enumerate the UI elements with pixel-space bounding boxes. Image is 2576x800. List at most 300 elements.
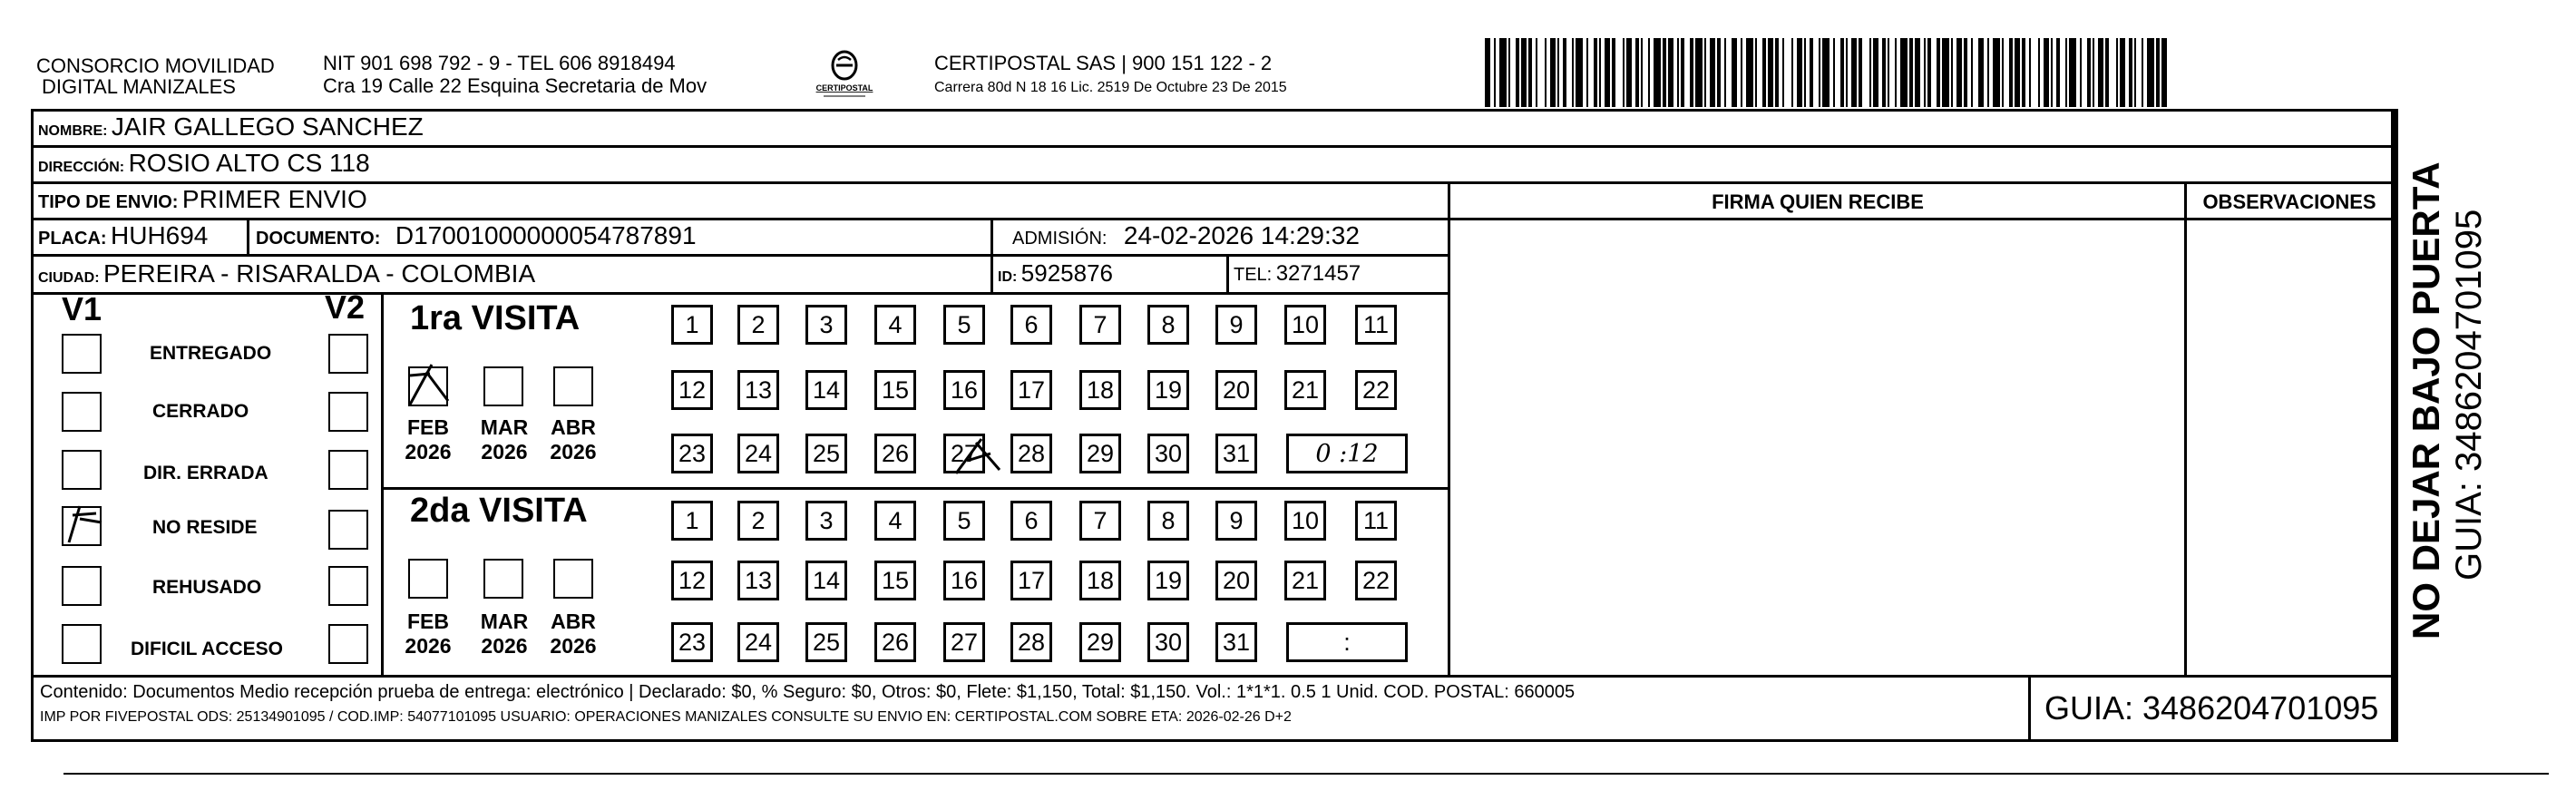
barcode-bar — [1635, 38, 1639, 107]
barcode-bar — [1710, 38, 1715, 107]
logo-text: CERTIPOSTAL — [815, 83, 873, 93]
v2-entregado-checkbox[interactable] — [328, 334, 368, 374]
first-visit-day-18-box[interactable] — [1079, 370, 1121, 410]
day-number: 18 — [1086, 376, 1115, 404]
second-visit-month-mar-checkbox[interactable] — [483, 559, 523, 599]
first-visit-day-10-box[interactable] — [1284, 305, 1326, 345]
tipo-envio-label: TIPO DE ENVIO: — [38, 192, 179, 212]
second-visit-day-5-box[interactable] — [943, 501, 985, 541]
first-visit-day-5-box[interactable] — [943, 305, 985, 345]
day-number: 29 — [1086, 629, 1115, 656]
day-number: 11 — [1362, 311, 1390, 338]
v2-dir-errada-checkbox[interactable] — [328, 450, 368, 490]
second-visit-day-16-box[interactable] — [943, 561, 985, 600]
second-visit-day-19-box[interactable] — [1147, 561, 1189, 600]
day-number: 16 — [950, 567, 979, 594]
day-number: 3 — [819, 311, 834, 338]
second-visit-title: 2da VISITA — [410, 492, 588, 530]
divider — [31, 254, 1448, 257]
first-visit-day-1-box[interactable] — [671, 305, 713, 345]
divider — [1226, 254, 1229, 292]
v2-cerrado-checkbox[interactable] — [328, 392, 368, 432]
first-visit-day-30-box[interactable] — [1147, 434, 1189, 473]
day-number: 22 — [1361, 376, 1390, 404]
second-visit-day-15-box[interactable] — [874, 561, 916, 600]
no-dejar-bajo-puerta-warning: NO DEJAR BAJO PUERTA — [2405, 161, 2447, 639]
documento-value: D17001000000054787891 — [395, 221, 697, 249]
second-visit-day-13-box[interactable] — [737, 561, 779, 600]
barcode-bar — [1819, 38, 1820, 107]
footer-content-line: Contenido: Documentos Medio recepción prueba de entrega: electrónico | Declarado: $0, % Seguro: $0, Otros: $0, Flete: $1,150, Total: $1,150. Vol.: 1*1*1. 0.5 1 Unid. COD. POSTAL: 660005 — [40, 682, 1576, 702]
second-visit-day-6-box[interactable] — [1010, 501, 1052, 541]
second-visit-time: : — [1343, 629, 1351, 656]
barcode-bar — [1869, 38, 1871, 107]
barcode-bar — [2009, 38, 2013, 107]
day-number: 26 — [881, 629, 910, 656]
barcode-bar — [1927, 38, 1931, 107]
divider — [31, 181, 2398, 184]
check-mark-icon — [406, 363, 470, 408]
day-number: 24 — [744, 629, 773, 656]
tel-field — [1234, 261, 1361, 287]
first-visit-day-11-box[interactable] — [1355, 305, 1397, 345]
first-visit-day-14-box[interactable] — [805, 370, 847, 410]
day-number: 10 — [1291, 311, 1320, 338]
barcode-bar — [1956, 38, 1962, 107]
barcode-bar — [2161, 38, 2167, 107]
first-visit-day-20-box[interactable] — [1215, 370, 1257, 410]
first-visit-month-feb-checkbox[interactable] — [408, 366, 448, 406]
tel-value: 3271457 — [1275, 261, 1361, 286]
first-visit-day-8-box[interactable] — [1147, 305, 1189, 345]
barcode-bar — [1732, 38, 1737, 107]
barcode-bar — [1810, 38, 1813, 107]
day-number: 28 — [1017, 440, 1046, 467]
second-visit-day-10-box[interactable] — [1284, 501, 1326, 541]
day-number: 21 — [1291, 376, 1320, 404]
day-number: 24 — [744, 440, 773, 467]
first-visit-day-23-box[interactable] — [671, 434, 713, 473]
barcode-bar — [1942, 38, 1949, 107]
barcode-bar — [2038, 38, 2040, 107]
barcode-bar — [1563, 38, 1566, 107]
second-visit-day-3-box[interactable] — [805, 501, 847, 541]
day-number: 5 — [957, 311, 971, 338]
second-visit-day-27-box[interactable] — [943, 622, 985, 662]
day-number: 4 — [888, 311, 903, 338]
day-number: 8 — [1161, 507, 1176, 534]
second-visit-day-29-box[interactable] — [1079, 622, 1121, 662]
nombre-value: JAIR GALLEGO SANCHEZ — [111, 112, 424, 141]
barcode-bar — [2093, 38, 2094, 107]
barcode-bar — [1494, 38, 1496, 107]
barcode-bar — [1900, 38, 1908, 107]
first-visit-day-15-box[interactable] — [874, 370, 916, 410]
barcode-bar — [1528, 38, 1532, 107]
barcode-bar — [1937, 38, 1940, 107]
barcode-bar — [1768, 38, 1773, 107]
first-visit-day-28-box[interactable] — [1010, 434, 1052, 473]
divider — [1448, 181, 1450, 675]
second-visit-day-18-box[interactable] — [1079, 561, 1121, 600]
day-number: 4 — [888, 507, 903, 534]
barcode-bar — [1987, 38, 1989, 107]
first-visit-day-22-box[interactable] — [1355, 370, 1397, 410]
day-number: 30 — [1154, 440, 1183, 467]
barcode-bar — [1521, 38, 1527, 107]
ciudad-label: CIUDAD: — [38, 270, 100, 286]
second-visit-day-31-box[interactable] — [1215, 622, 1257, 662]
day-number: 17 — [1017, 376, 1046, 404]
day-number: 3 — [819, 507, 834, 534]
divider — [2028, 675, 2031, 742]
barcode-bar — [1888, 38, 1889, 107]
day-number: 20 — [1222, 567, 1251, 594]
day-number: 6 — [1024, 507, 1039, 534]
day-number: 9 — [1229, 507, 1244, 534]
second-visit-day-11-box[interactable] — [1355, 501, 1397, 541]
barcode-bar — [2051, 38, 2053, 107]
day-number: 19 — [1154, 567, 1183, 594]
side-guia-number: GUIA: 3486204701095 — [2449, 209, 2489, 580]
second-visit-day-17-box[interactable] — [1010, 561, 1052, 600]
second-visit-day-20-box[interactable] — [1215, 561, 1257, 600]
day-number: 14 — [812, 376, 841, 404]
second-visit-day-4-box[interactable] — [874, 501, 916, 541]
first-visit-day-12-box[interactable] — [671, 370, 713, 410]
second-visit-day-26-box[interactable] — [874, 622, 916, 662]
barcode-bar — [1895, 38, 1897, 107]
v1-cerrado-checkbox[interactable] — [62, 392, 102, 432]
day-number: 27 — [950, 440, 979, 467]
barcode — [1483, 38, 2168, 107]
barcode-bar — [1993, 38, 2000, 107]
day-number: 11 — [1362, 507, 1390, 534]
day-number: 2 — [751, 507, 766, 534]
barcode-bar — [1626, 38, 1632, 107]
status-dir-errada-label: DIR. ERRADA — [143, 463, 268, 483]
second-visit-day-8-box[interactable] — [1147, 501, 1189, 541]
barcode-bar — [1791, 38, 1793, 107]
day-number: 25 — [812, 440, 841, 467]
first-visit-day-19-box[interactable] — [1147, 370, 1189, 410]
second-visit-month-abr-label: ABR 2026 — [550, 610, 597, 658]
company-nit: NIT 901 698 792 - 9 - TEL 606 8918494 — [323, 52, 676, 74]
day-number: 10 — [1291, 507, 1320, 534]
placa-field — [38, 221, 208, 250]
placa-label: PLACA: — [38, 229, 107, 249]
first-visit-day-4-box[interactable] — [874, 305, 916, 345]
v1-dir-errada-checkbox[interactable] — [62, 450, 102, 490]
barcode-bar — [1499, 38, 1507, 107]
first-visit-day-26-box[interactable] — [874, 434, 916, 473]
barcode-bar — [1971, 38, 1973, 107]
first-visit-month-feb-label: FEB 2026 — [405, 415, 452, 463]
barcode-bar — [1804, 38, 1806, 107]
tipo-envio-row — [38, 185, 367, 214]
second-visit-day-22-box[interactable] — [1355, 561, 1397, 600]
barcode-bar — [1762, 38, 1766, 107]
barcode-bar — [1612, 38, 1615, 107]
second-visit-day-24-box[interactable] — [737, 622, 779, 662]
second-visit-day-14-box[interactable] — [805, 561, 847, 600]
first-visit-title: 1ra VISITA — [410, 299, 581, 337]
barcode-bar — [1951, 38, 1953, 107]
first-visit-month-abr-checkbox[interactable] — [553, 366, 593, 406]
barcode-bar — [1695, 38, 1703, 107]
barcode-bar — [2116, 38, 2118, 107]
second-visit-month-feb-checkbox[interactable] — [408, 559, 448, 599]
barcode-bar — [2098, 38, 2103, 107]
first-visit-day-24-box[interactable] — [737, 434, 779, 473]
first-visit-day-7-box[interactable] — [1079, 305, 1121, 345]
divider — [2184, 181, 2187, 675]
day-number: 27 — [950, 629, 979, 656]
carrier-address: Carrera 80d N 18 16 Lic. 2519 De Octubre 23 De 2015 — [934, 80, 1287, 95]
tipo-envio-value: PRIMER ENVIO — [181, 185, 367, 213]
barcode-bar — [1964, 38, 1967, 107]
barcode-bar — [1668, 38, 1673, 107]
scan-edge-line — [63, 773, 2549, 775]
day-number: 23 — [678, 440, 707, 467]
barcode-bar — [2022, 38, 2025, 107]
barcode-bar — [1648, 38, 1650, 107]
day-number: 23 — [678, 629, 707, 656]
certipostal-logo — [815, 47, 874, 102]
day-number: 18 — [1086, 567, 1115, 594]
first-visit-time-box[interactable] — [1286, 434, 1408, 473]
direccion-label: DIRECCIÓN: — [38, 160, 125, 175]
second-visit-month-mar-label: MAR 2026 — [480, 610, 529, 658]
barcode-bar — [1508, 38, 1510, 107]
barcode-bar — [1746, 38, 1753, 107]
barcode-bar — [1978, 38, 1984, 107]
id-label: ID: — [998, 269, 1018, 285]
second-visit-month-feb-label: FEB 2026 — [405, 610, 452, 658]
second-visit-day-23-box[interactable] — [671, 622, 713, 662]
status-entregado-label: ENTREGADO — [150, 343, 272, 364]
footer-print-line: IMP POR FIVEPOSTAL ODS: 25134901095 / COD.IMP: 54077101095 USUARIO: OPERACIONES MANIZALES CONSULTE SU ENVIO EN: CERTIPOSTAL.COM SOBRE ETA: 2026-02-26 D+2 — [40, 709, 1292, 725]
divider — [2391, 109, 2395, 742]
first-visit-day-3-box[interactable] — [805, 305, 847, 345]
barcode-bar — [1775, 38, 1779, 107]
day-number: 9 — [1229, 311, 1244, 338]
documento-label: DOCUMENTO: — [256, 229, 381, 249]
v2-header: V2 — [325, 288, 366, 326]
ciudad-value: PEREIRA - RISARALDA - COLOMBIA — [103, 259, 536, 288]
second-visit-day-25-box[interactable] — [805, 622, 847, 662]
divider — [31, 675, 2398, 678]
day-number: 20 — [1222, 376, 1251, 404]
admision-label: ADMISIÓN: — [1012, 229, 1107, 249]
barcode-bar — [2065, 38, 2067, 107]
barcode-bar — [1516, 38, 1519, 107]
barcode-bar — [2002, 38, 2004, 107]
day-number: 8 — [1161, 311, 1176, 338]
second-visit-day-2-box[interactable] — [737, 501, 779, 541]
divider — [381, 292, 384, 675]
divider — [1448, 218, 2391, 220]
barcode-bar — [2120, 38, 2125, 107]
day-number: 6 — [1024, 311, 1039, 338]
barcode-bar — [2015, 38, 2020, 107]
barcode-bar — [2029, 38, 2031, 107]
divider — [990, 218, 993, 254]
company-name-line2: DIGITAL MANIZALES — [42, 75, 236, 98]
first-visit-month-mar-label: MAR 2026 — [480, 415, 529, 463]
divider — [381, 487, 1448, 490]
barcode-bar — [2147, 38, 2154, 107]
day-number: 7 — [1093, 311, 1107, 338]
status-no-reside-label: NO RESIDE — [152, 517, 258, 538]
day-number: 19 — [1154, 376, 1183, 404]
direccion-row — [38, 149, 370, 178]
first-visit-day-9-box[interactable] — [1215, 305, 1257, 345]
barcode-bar — [1797, 38, 1802, 107]
barcode-bar — [1572, 38, 1574, 107]
barcode-bar — [1681, 38, 1684, 107]
barcode-bar — [1677, 38, 1679, 107]
barcode-bar — [2056, 38, 2060, 107]
first-visit-day-31-box[interactable] — [1215, 434, 1257, 473]
barcode-bar — [1717, 38, 1721, 107]
second-visit-day-30-box[interactable] — [1147, 622, 1189, 662]
barcode-bar — [1782, 38, 1784, 107]
day-number: 15 — [881, 376, 910, 404]
first-visit-month-abr-label: ABR 2026 — [550, 415, 597, 463]
v1-rehusado-checkbox[interactable] — [62, 566, 102, 606]
admision-value: 24-02-2026 14:29:32 — [1123, 221, 1360, 249]
first-visit-time: 0 :12 — [1315, 440, 1379, 468]
id-value: 5925876 — [1020, 259, 1114, 287]
first-visit-day-6-box[interactable] — [1010, 305, 1052, 345]
barcode-bar — [1873, 38, 1878, 107]
second-visit-month-abr-checkbox[interactable] — [553, 559, 593, 599]
id-field — [998, 259, 1113, 288]
second-visit-time-box[interactable] — [1286, 622, 1408, 662]
barcode-bar — [2044, 38, 2049, 107]
barcode-bar — [2142, 38, 2143, 107]
barcode-bar — [1594, 38, 1597, 107]
day-number: 2 — [751, 311, 766, 338]
first-visit-day-13-box[interactable] — [737, 370, 779, 410]
day-number: 13 — [744, 567, 773, 594]
second-visit-day-7-box[interactable] — [1079, 501, 1121, 541]
divider — [247, 218, 249, 254]
barcode-bar — [2105, 38, 2109, 107]
day-number: 21 — [1291, 567, 1320, 594]
day-number: 7 — [1093, 507, 1107, 534]
day-number: 15 — [881, 567, 910, 594]
v1-no-reside-checkbox[interactable] — [62, 506, 102, 546]
barcode-bar — [1654, 38, 1661, 107]
barcode-bar — [1833, 38, 1835, 107]
barcode-bar — [1851, 38, 1857, 107]
barcode-bar — [1690, 38, 1693, 107]
barcode-bar — [1724, 38, 1726, 107]
barcode-bar — [1882, 38, 1886, 107]
status-cerrado-label: CERRADO — [152, 401, 249, 422]
second-visit-day-12-box[interactable] — [671, 561, 713, 600]
barcode-bar — [1623, 38, 1625, 107]
barcode-bar — [1924, 38, 1926, 107]
first-visit-day-2-box[interactable] — [737, 305, 779, 345]
first-visit-day-25-box[interactable] — [805, 434, 847, 473]
second-visit-day-1-box[interactable] — [671, 501, 713, 541]
day-number: 13 — [744, 376, 773, 404]
barcode-bar — [1605, 38, 1610, 107]
v2-rehusado-checkbox[interactable] — [328, 566, 368, 606]
day-number: 22 — [1361, 567, 1390, 594]
barcode-bar — [1663, 38, 1666, 107]
day-number: 28 — [1017, 629, 1046, 656]
ciudad-field — [38, 259, 535, 288]
first-visit-day-17-box[interactable] — [1010, 370, 1052, 410]
barcode-bar — [2129, 38, 2132, 107]
second-visit-day-28-box[interactable] — [1010, 622, 1052, 662]
company-name-line1: CONSORCIO MOVILIDAD — [36, 54, 275, 77]
barcode-bar — [1545, 38, 1547, 107]
second-visit-day-9-box[interactable] — [1215, 501, 1257, 541]
v2-no-reside-checkbox[interactable] — [328, 510, 368, 550]
placa-value: HUH694 — [111, 221, 209, 249]
admision-field — [1012, 221, 1360, 250]
footer-guia-number: GUIA: 3486204701095 — [2044, 689, 2379, 727]
v2-dificil-acceso-checkbox[interactable] — [328, 624, 368, 664]
day-number: 17 — [1017, 567, 1046, 594]
documento-field — [256, 221, 697, 250]
barcode-bar — [1915, 38, 1920, 107]
barcode-bar — [2069, 38, 2076, 107]
divider — [31, 145, 2398, 148]
v1-entregado-checkbox[interactable] — [62, 334, 102, 374]
barcode-bar — [1550, 38, 1556, 107]
barcode-bar — [1641, 38, 1643, 107]
day-number: 1 — [685, 311, 699, 338]
day-number: 29 — [1086, 440, 1115, 467]
first-visit-day-21-box[interactable] — [1284, 370, 1326, 410]
nombre-label: NOMBRE: — [38, 123, 108, 139]
barcode-bar — [1485, 38, 1490, 107]
v1-dificil-acceso-checkbox[interactable] — [62, 624, 102, 664]
barcode-bar — [2080, 38, 2082, 107]
day-number: 31 — [1222, 440, 1251, 467]
nombre-row — [38, 112, 424, 141]
barcode-bar — [1741, 38, 1742, 107]
barcode-bar — [1557, 38, 1559, 107]
barcode-bar — [1909, 38, 1913, 107]
barcode-bar — [1840, 38, 1844, 107]
company-address: Cra 19 Calle 22 Esquina Secretaria de Mov — [323, 74, 707, 97]
v1-header: V1 — [62, 290, 102, 327]
barcode-bar — [2156, 38, 2160, 107]
barcode-bar — [1586, 38, 1588, 107]
first-visit-month-mar-checkbox[interactable] — [483, 366, 523, 406]
day-27-mark-icon — [954, 434, 1009, 479]
barcode-bar — [1859, 38, 1862, 107]
barcode-bar — [1755, 38, 1757, 107]
first-visit-day-16-box[interactable] — [943, 370, 985, 410]
barcode-bar — [1704, 38, 1706, 107]
barcode-bar — [1599, 38, 1601, 107]
barcode-bar — [1822, 38, 1830, 107]
day-number: 14 — [812, 567, 841, 594]
second-visit-day-21-box[interactable] — [1284, 561, 1326, 600]
first-visit-day-29-box[interactable] — [1079, 434, 1121, 473]
tel-label: TEL: — [1234, 265, 1273, 285]
check-mark-icon — [60, 502, 114, 542]
status-rehusado-label: REHUSADO — [152, 577, 262, 598]
